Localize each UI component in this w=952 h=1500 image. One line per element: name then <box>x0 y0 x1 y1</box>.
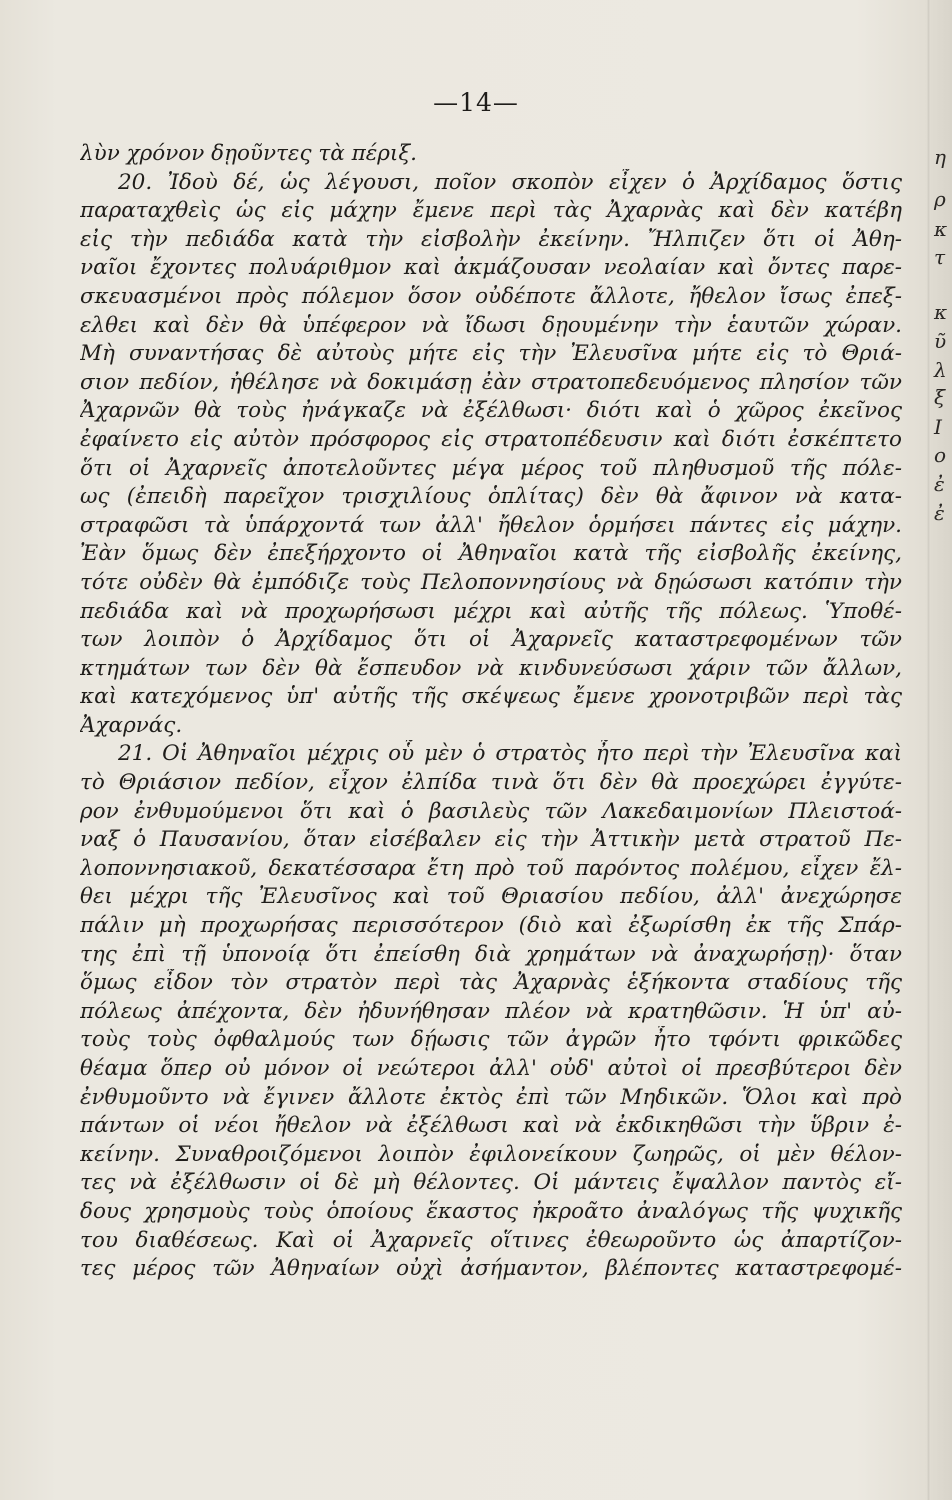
text-line: κείνην. Συναθροιζόμενοι λοιπὸν ἐφιλονείκουν ζωηρῶς, οἱ μὲν θέλον- <box>80 1141 902 1167</box>
text-line: θέαμα ὅπερ οὐ μόνον οἱ νεώτεροι ἀλλ' οὐδ' αὐτοὶ οἱ πρεσβύτεροι δὲν <box>80 1056 902 1081</box>
text-line: ελθει καὶ δὲν θὰ ὑπέφερον νὰ ἴδωσι δῃουμένην τὴν ἑαυτῶν χώραν. <box>80 312 902 338</box>
page-fold-shadow <box>927 0 930 1500</box>
text-line: τες μέρος τῶν Ἀθηναίων οὐχὶ ἀσήμαντον, βλέποντες καταστρεφομέ- <box>80 1256 902 1282</box>
text-line: ρον ἐνθυμούμενοι ὅτι καὶ ὁ βασιλεὺς τῶν Λακεδαιμονίων Πλειστοά- <box>80 798 902 824</box>
text-line: σκευασμένοι πρὸς πόλεμον ὅσον οὐδέποτε ἄλλοτε, ἤθελον ἴσως ἐπεξ- <box>80 283 902 309</box>
text-line: καὶ κατεχόμενος ὑπ' αὐτῆς τῆς σκέψεως ἔμενε χρονοτριβῶν περὶ τὰς <box>80 684 902 710</box>
text-line: τὸ Θριάσιον πεδίον, εἶχον ἐλπίδα τινὰ ὅτι δὲν θὰ προεχώρει ἐγγύτε- <box>80 770 902 796</box>
text-line: Μὴ συναντήσας δὲ αὐτοὺς μήτε εἰς τὴν Ἐλευσῖνα μήτε εἰς τὸ Θριά- <box>80 341 902 367</box>
text-line: δους χρησμοὺς τοὺς ὁποίους ἕκαστος ἠκροᾶτο ἀναλόγως τῆς ψυχικῆς <box>80 1198 902 1224</box>
margin-glyph: η <box>934 145 946 169</box>
body-text <box>80 140 902 1284</box>
text-line: 20. Ἰδοὺ δέ, ὡς λέγουσι, ποῖον σκοπὸν εἶχεν ὁ Ἀρχίδαμος ὅστις <box>118 169 902 195</box>
text-line: τοὺς τοὺς ὀφθαλμούς των δῄωσις τῶν ἀγρῶν ἦτο τφόντι φρικῶδες <box>80 1027 902 1053</box>
text-line: ναξ ὁ Παυσανίου, ὅταν εἰσέβαλεν εἰς τὴν Ἀττικὴν μετὰ στρατοῦ Πε- <box>80 827 902 853</box>
margin-glyph: ο <box>934 443 947 467</box>
text-line: εἰς τὴν πεδιάδα κατὰ τὴν εἰσβολὴν ἐκείνην. Ἤλπιζεν ὅτι οἱ Ἀθη- <box>80 226 902 252</box>
text-line: θει μέχρι τῆς Ἐλευσῖνος καὶ τοῦ Θριασίου πεδίου, ἀλλ' ἀνεχώρησε <box>80 884 902 910</box>
page-number: —14— <box>433 88 519 117</box>
text-line: πόλεως ἀπέχοντα, δὲν ἠδυνήθησαν πλέον νὰ κρατηθῶσιν. Ἡ ὑπ' αὐ- <box>80 998 902 1024</box>
text-line: πεδιάδα καὶ νὰ προχωρήσωσι μέχρι καὶ αὐτῆς τῆς πόλεως. Ὑποθέ- <box>80 598 902 624</box>
text-line: Ἀχαρνάς. <box>80 712 183 738</box>
text-line: Ἐὰν ὅμως δὲν ἐπεξήρχοντο οἱ Ἀθηναῖοι κατὰ τῆς εἰσβολῆς ἐκείνης, <box>80 541 902 567</box>
margin-glyph: I <box>934 415 942 439</box>
text-line: ὅτι οἱ Ἀχαρνεῖς ἀποτελοῦντες μέγα μέρος τοῦ πληθυσμοῦ τῆς πόλε- <box>80 455 902 481</box>
margin-glyph: ξ <box>934 385 946 409</box>
text-line: λοποννησιακοῦ, δεκατέσσαρα ἔτη πρὸ τοῦ παρόντος πολέμου, εἶχεν ἔλ- <box>80 855 902 881</box>
text-line: της ἐπὶ τῇ ὑπονοίᾳ ὅτι ἐπείσθη διὰ χρημάτων νὰ ἀναχωρήσῃ)· ὅταν <box>80 941 902 967</box>
margin-glyph: ἐ <box>934 501 945 525</box>
text-line: ἐφαίνετο εἰς αὐτὸν πρόσφορος εἰς στρατοπέδευσιν καὶ διότι ἐσκέπτετο <box>80 426 902 452</box>
margin-glyph: ρ <box>934 187 946 211</box>
text-line: του διαθέσεως. Καὶ οἱ Ἀχαρνεῖς οἵτινες ἐθεωροῦντο ὡς ἀπαρτίζον- <box>80 1227 902 1253</box>
text-line: λὺν χρόνον δῃοῦντες τὰ πέριξ. <box>80 141 418 166</box>
text-line: ως (ἐπειδὴ παρεῖχον τρισχιλίους ὁπλίτας) δὲν θὰ ἄφινον νὰ κατα- <box>80 484 902 510</box>
text-line: πάλιν μὴ προχωρήσας περισσότερον (διὸ καὶ ἐξωρίσθη ἐκ τῆς Σπάρ- <box>80 913 902 939</box>
margin-glyph: ἐ <box>934 472 945 496</box>
margin-glyph: λ <box>934 358 947 382</box>
text-line: παραταχθεὶς ὡς εἰς μάχην ἔμενε περὶ τὰς Ἀχαρνὰς καὶ δὲν κατέβη <box>80 198 902 224</box>
text-line: πάντων οἱ νέοι ἤθελον νὰ ἐξέλθωσι καὶ νὰ ἐκδικηθῶσι τὴν ὕβριν ἐ- <box>80 1113 902 1139</box>
text-line: Ἀχαρνῶν θὰ τοὺς ἠνάγκαζε νὰ ἐξέλθωσι· διότι καὶ ὁ χῶρος ἐκεῖνος <box>80 398 902 424</box>
text-line: στραφῶσι τὰ ὑπάρχοντά των ἀλλ' ἤθελον ὁρμήσει πάντες εἰς μάχην. <box>80 512 902 538</box>
margin-glyph: κ <box>934 217 948 241</box>
margin-glyph: κ <box>934 300 948 324</box>
text-line: τότε οὐδὲν θὰ ἐμπόδιζε τοὺς Πελοποννησίους νὰ δῃώσωσι κατόπιν τὴν <box>80 569 902 595</box>
text-line: σιον πεδίον, ἠθέλησε νὰ δοκιμάσῃ ἐὰν στρατοπεδευόμενος πλησίον τῶν <box>80 369 902 395</box>
text-line: κτημάτων των δὲν θὰ ἔσπευδον νὰ κινδυνεύσωσι χάριν τῶν ἄλλων, <box>80 655 902 681</box>
margin-glyph: τ <box>934 245 946 269</box>
margin-glyph: ῦ <box>934 329 947 353</box>
text-line: ἐνθυμοῦντο νὰ ἔγινεν ἄλλοτε ἐκτὸς ἐπὶ τῶν Μηδικῶν. Ὅλοι καὶ πρὸ <box>80 1084 902 1110</box>
text-line: τες νὰ ἐξέλθωσιν οἱ δὲ μὴ θέλοντες. Οἱ μάντεις ἔψαλλον παντὸς εἴ- <box>80 1170 902 1196</box>
text-line: ὅμως εἶδον τὸν στρατὸν περὶ τὰς Ἀχαρνὰς ἑξήκοντα σταδίους τῆς <box>80 970 902 996</box>
text-line: 21. Οἱ Ἀθηναῖοι μέχρις οὗ μὲν ὁ στρατὸς ἦτο περὶ τὴν Ἐλευσῖνα καὶ <box>118 741 902 767</box>
text-line: ναῖοι ἔχοντες πολυάριθμον καὶ ἀκμάζουσαν νεολαίαν καὶ ὄντες παρε- <box>80 255 902 281</box>
text-line: των λοιπὸν ὁ Ἀρχίδαμος ὅτι οἱ Ἀχαρνεῖς καταστρεφομένων τῶν <box>80 627 902 653</box>
